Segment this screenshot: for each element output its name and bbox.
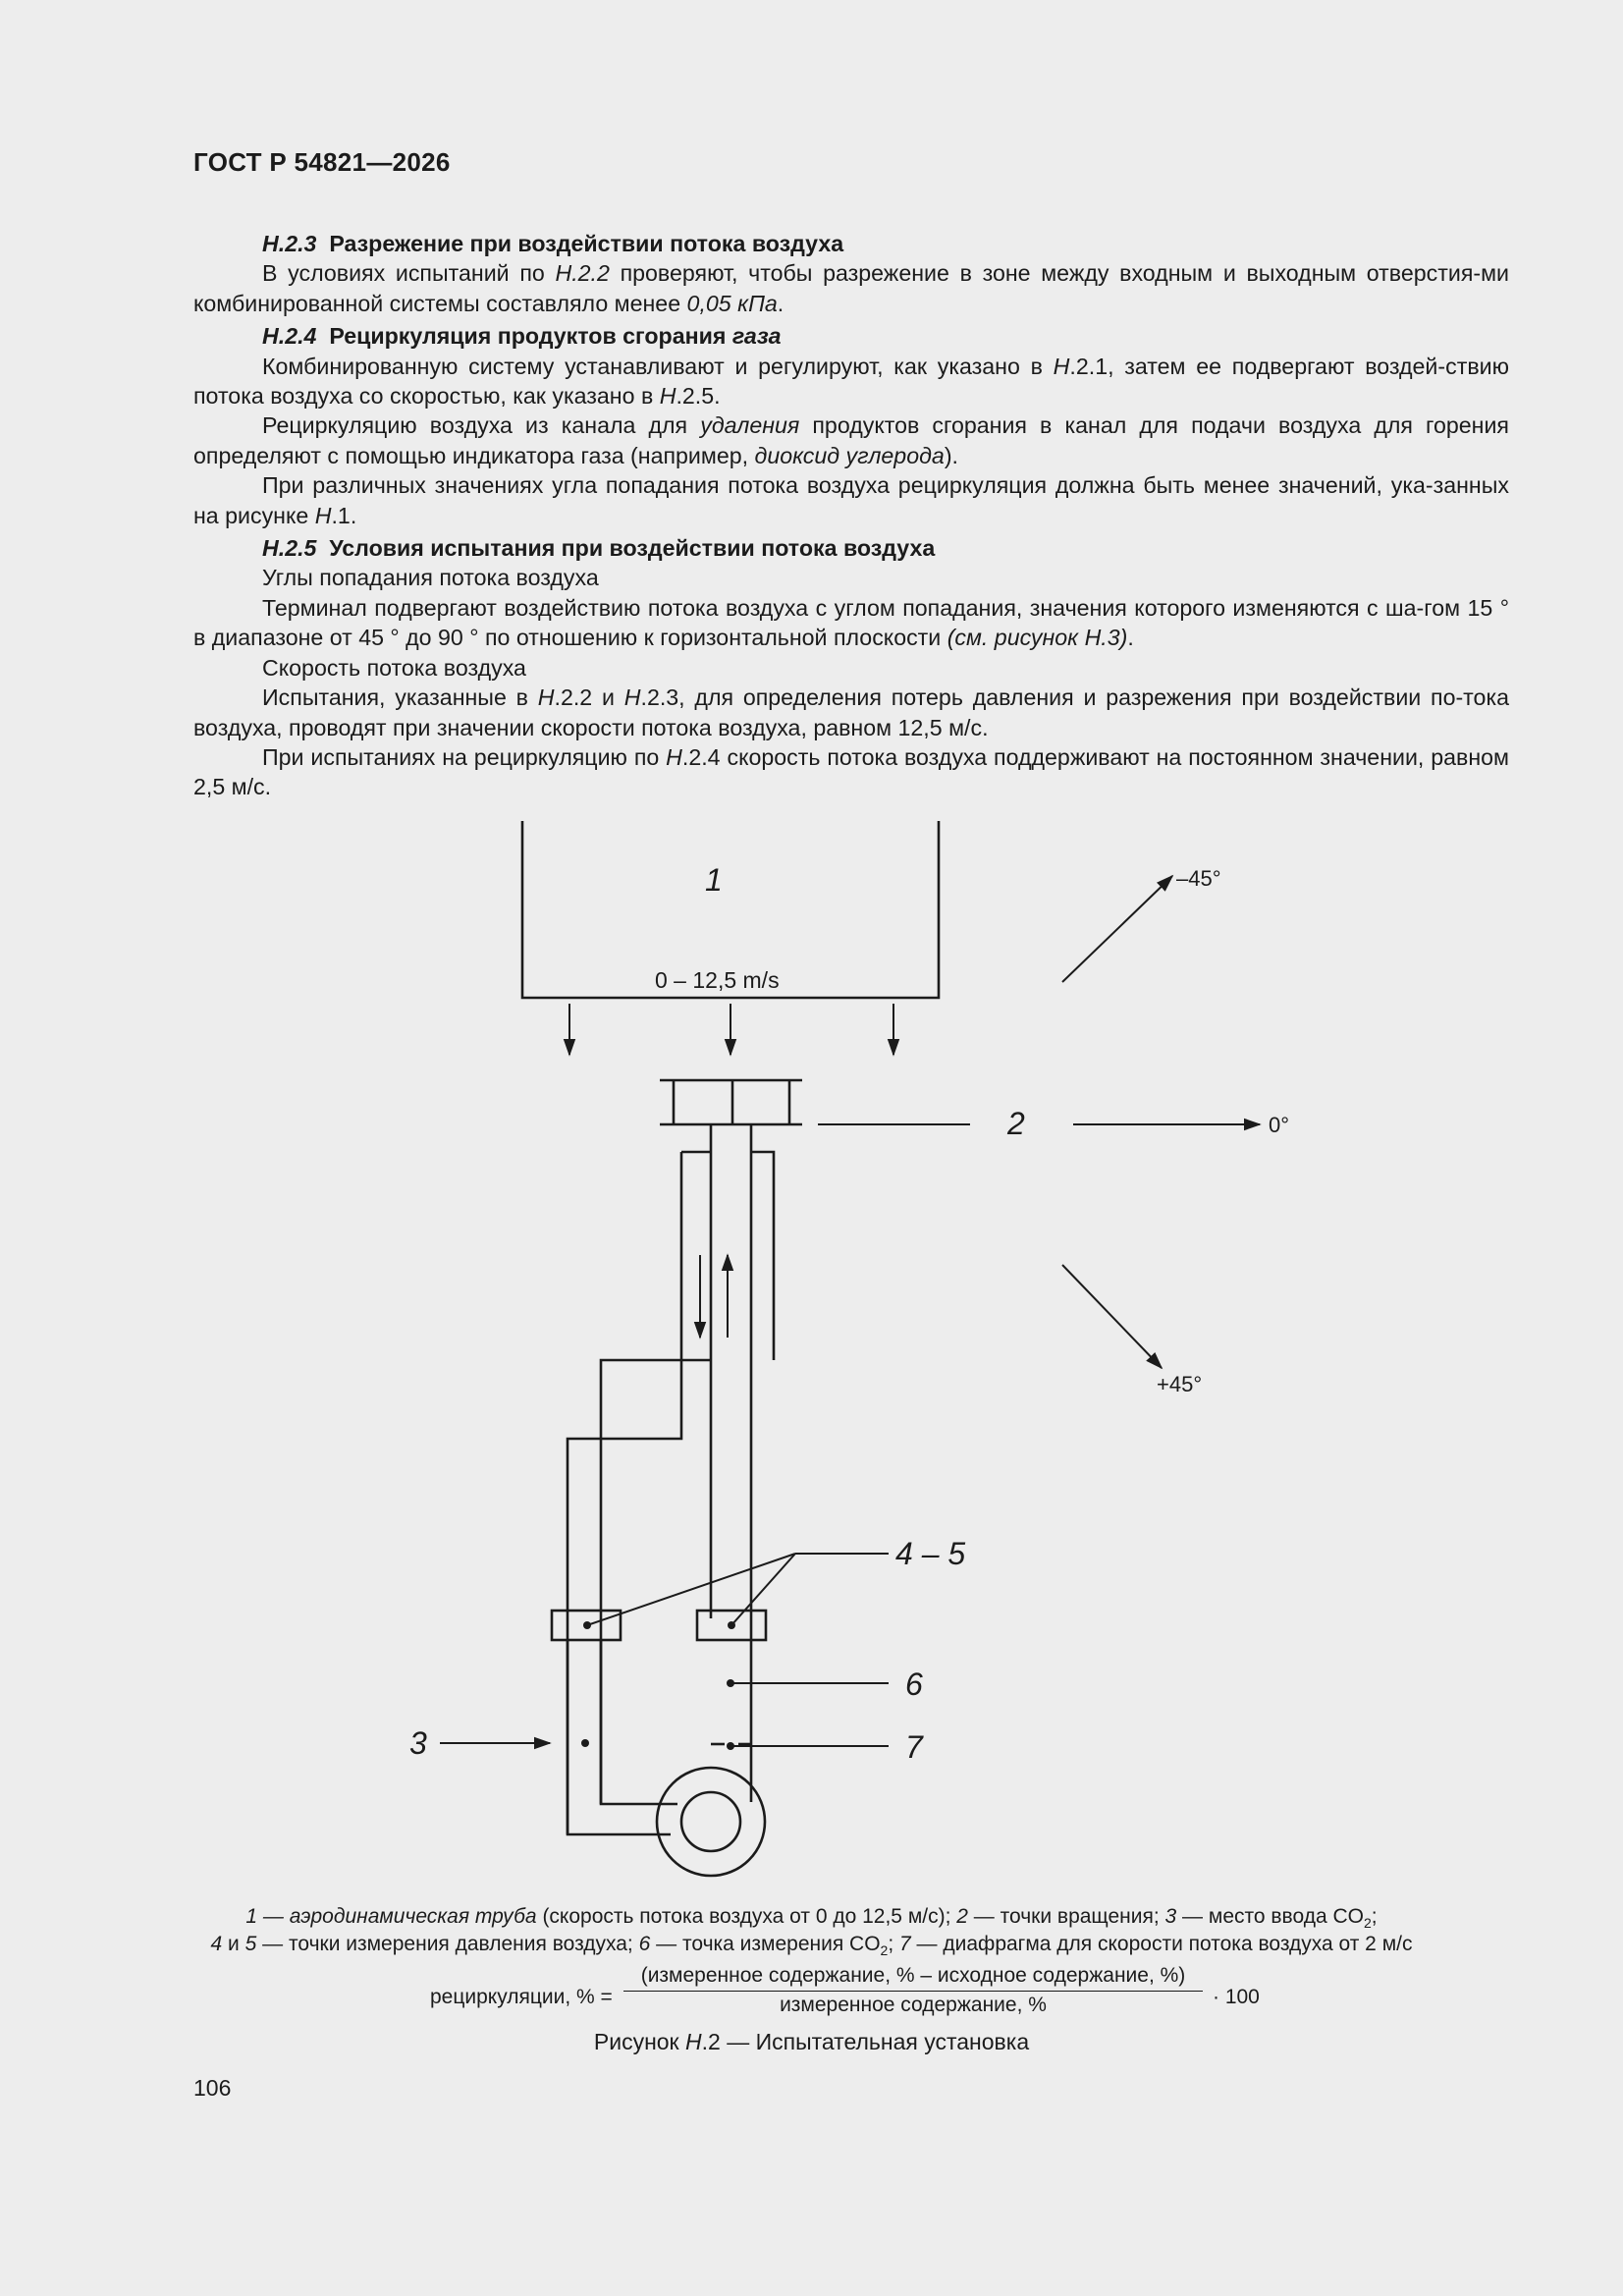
outer-pipe-return xyxy=(601,1360,711,1804)
figure-legend-line-2: 4 и 5 — точки измерения давления воздуха; 6 — точка измерения $CO_2$; 7 — диафрагма для скорости потока воздуха от 2 м/с xyxy=(210,1933,1413,1959)
label-angle-0: 0° xyxy=(1269,1113,1290,1137)
label-angle-neg45: –45° xyxy=(1176,866,1221,891)
paragraph-h25-2: Испытания, указанные в Н.2.2 и Н.2.3, для определения потерь давления и разрежения при воздействии по-тока воздуха, проводят при значении скорости потока воздуха, равном 12,5 м/с. xyxy=(193,684,1509,740)
paragraph-h23-1: В условиях испытаний по Н.2.2 проверяют, чтобы разрежение в зоне между входным и выходным отверстия-ми комбинированной системы составляло менее 0,05 кПа. xyxy=(193,260,1509,316)
document-header: ГОСТ Р 54821—2026 xyxy=(193,147,451,177)
label-3: 3 xyxy=(409,1725,427,1761)
figure-legend-line-1: 1 — аэродинамическая труба (скорость потока воздуха от 0 до 12,5 м/с); 2 — точки вращения; 3 — место ввода $CO_2$; xyxy=(245,1905,1378,1932)
label-7: 7 xyxy=(905,1729,923,1765)
blower-inner xyxy=(681,1792,740,1851)
blower-outer xyxy=(657,1768,765,1876)
formula-numerator: (измеренное содержание, % – исходное содержание, %) xyxy=(623,1964,1203,1992)
formula-rhs: · 100 xyxy=(1213,1986,1260,2008)
formula-fraction xyxy=(623,1964,1203,2017)
label-2: 2 xyxy=(1007,1106,1025,1141)
subheading-angles: Углы попадания потока воздуха xyxy=(262,565,599,591)
paragraph-h24-3: При различных значениях угла попадания потока воздуха рециркуляция должна быть менее значений, ука-занных на рисунке Н.1. xyxy=(193,472,1509,528)
paragraph-h25-3: При испытаниях на рециркуляцию по Н.2.4 скорость потока воздуха поддерживают на постоянном значении, равном 2,5 м/с. xyxy=(193,743,1509,800)
formula-denominator: измеренное содержание, % xyxy=(780,1994,1047,2016)
section-heading-h24: Н.2.4 Рециркуляция продуктов сгорания газа xyxy=(262,323,782,350)
subheading-speed: Скорость потока воздуха xyxy=(262,654,526,681)
label-speed: 0 – 12,5 m/s xyxy=(655,967,780,993)
angle-arrow-neg45 xyxy=(1062,876,1172,982)
figure-title: Рисунок Н.2 — Испытательная установка xyxy=(593,2029,1030,2054)
formula-lhs: рециркуляции, % = xyxy=(430,1986,613,2008)
page-number: 106 xyxy=(193,2075,232,2101)
outer-pipe xyxy=(568,1152,681,1834)
angle-arrow-pos45 xyxy=(1062,1265,1162,1368)
outer-pipe-inner xyxy=(751,1152,774,1360)
paragraph-h24-2: Рециркуляцию воздуха из канала для удаления продуктов сгорания в канал для подачи воздуха для горения определяют с помощью индикатора газа (например, диоксид углерода). xyxy=(193,412,1509,468)
body-text xyxy=(193,226,1509,802)
co2-inlet-point xyxy=(581,1739,589,1747)
section-heading-h25: Н.2.5 Условия испытания при воздействии потока воздуха xyxy=(262,535,936,562)
label-angle-pos45: +45° xyxy=(1157,1372,1203,1396)
paragraph-h25-1: Терминал подвергают воздействию потока воздуха с углом попадания, значения которого изменяются с ша-гом 15 ° в диапазоне от 45 ° до 90 ° по отношению к горизонтальной плоскости (см. рисунок Н.3). xyxy=(193,594,1509,651)
recirculation-formula xyxy=(422,1964,1306,2023)
label-4-5: 4 – 5 xyxy=(895,1536,966,1571)
label-6: 6 xyxy=(905,1667,923,1702)
measure-point-5 xyxy=(728,1621,735,1629)
paragraph-h24-1: Комбинированную систему устанавливают и регулируют, как указано в Н.2.1, затем ее подвергают воздей-ствию потока воздуха со скоростью, как указано в Н.2.5. xyxy=(193,353,1509,410)
test-setup-diagram xyxy=(0,805,1623,1905)
label-1: 1 xyxy=(705,862,723,898)
terminal-cap xyxy=(660,1080,802,1124)
measure-point-7 xyxy=(727,1742,734,1750)
measure-point-6 xyxy=(727,1679,734,1687)
measure-point-4 xyxy=(583,1621,591,1629)
section-heading-h23: Н.2.3 Разрежение при воздействии потока воздуха xyxy=(262,231,844,256)
